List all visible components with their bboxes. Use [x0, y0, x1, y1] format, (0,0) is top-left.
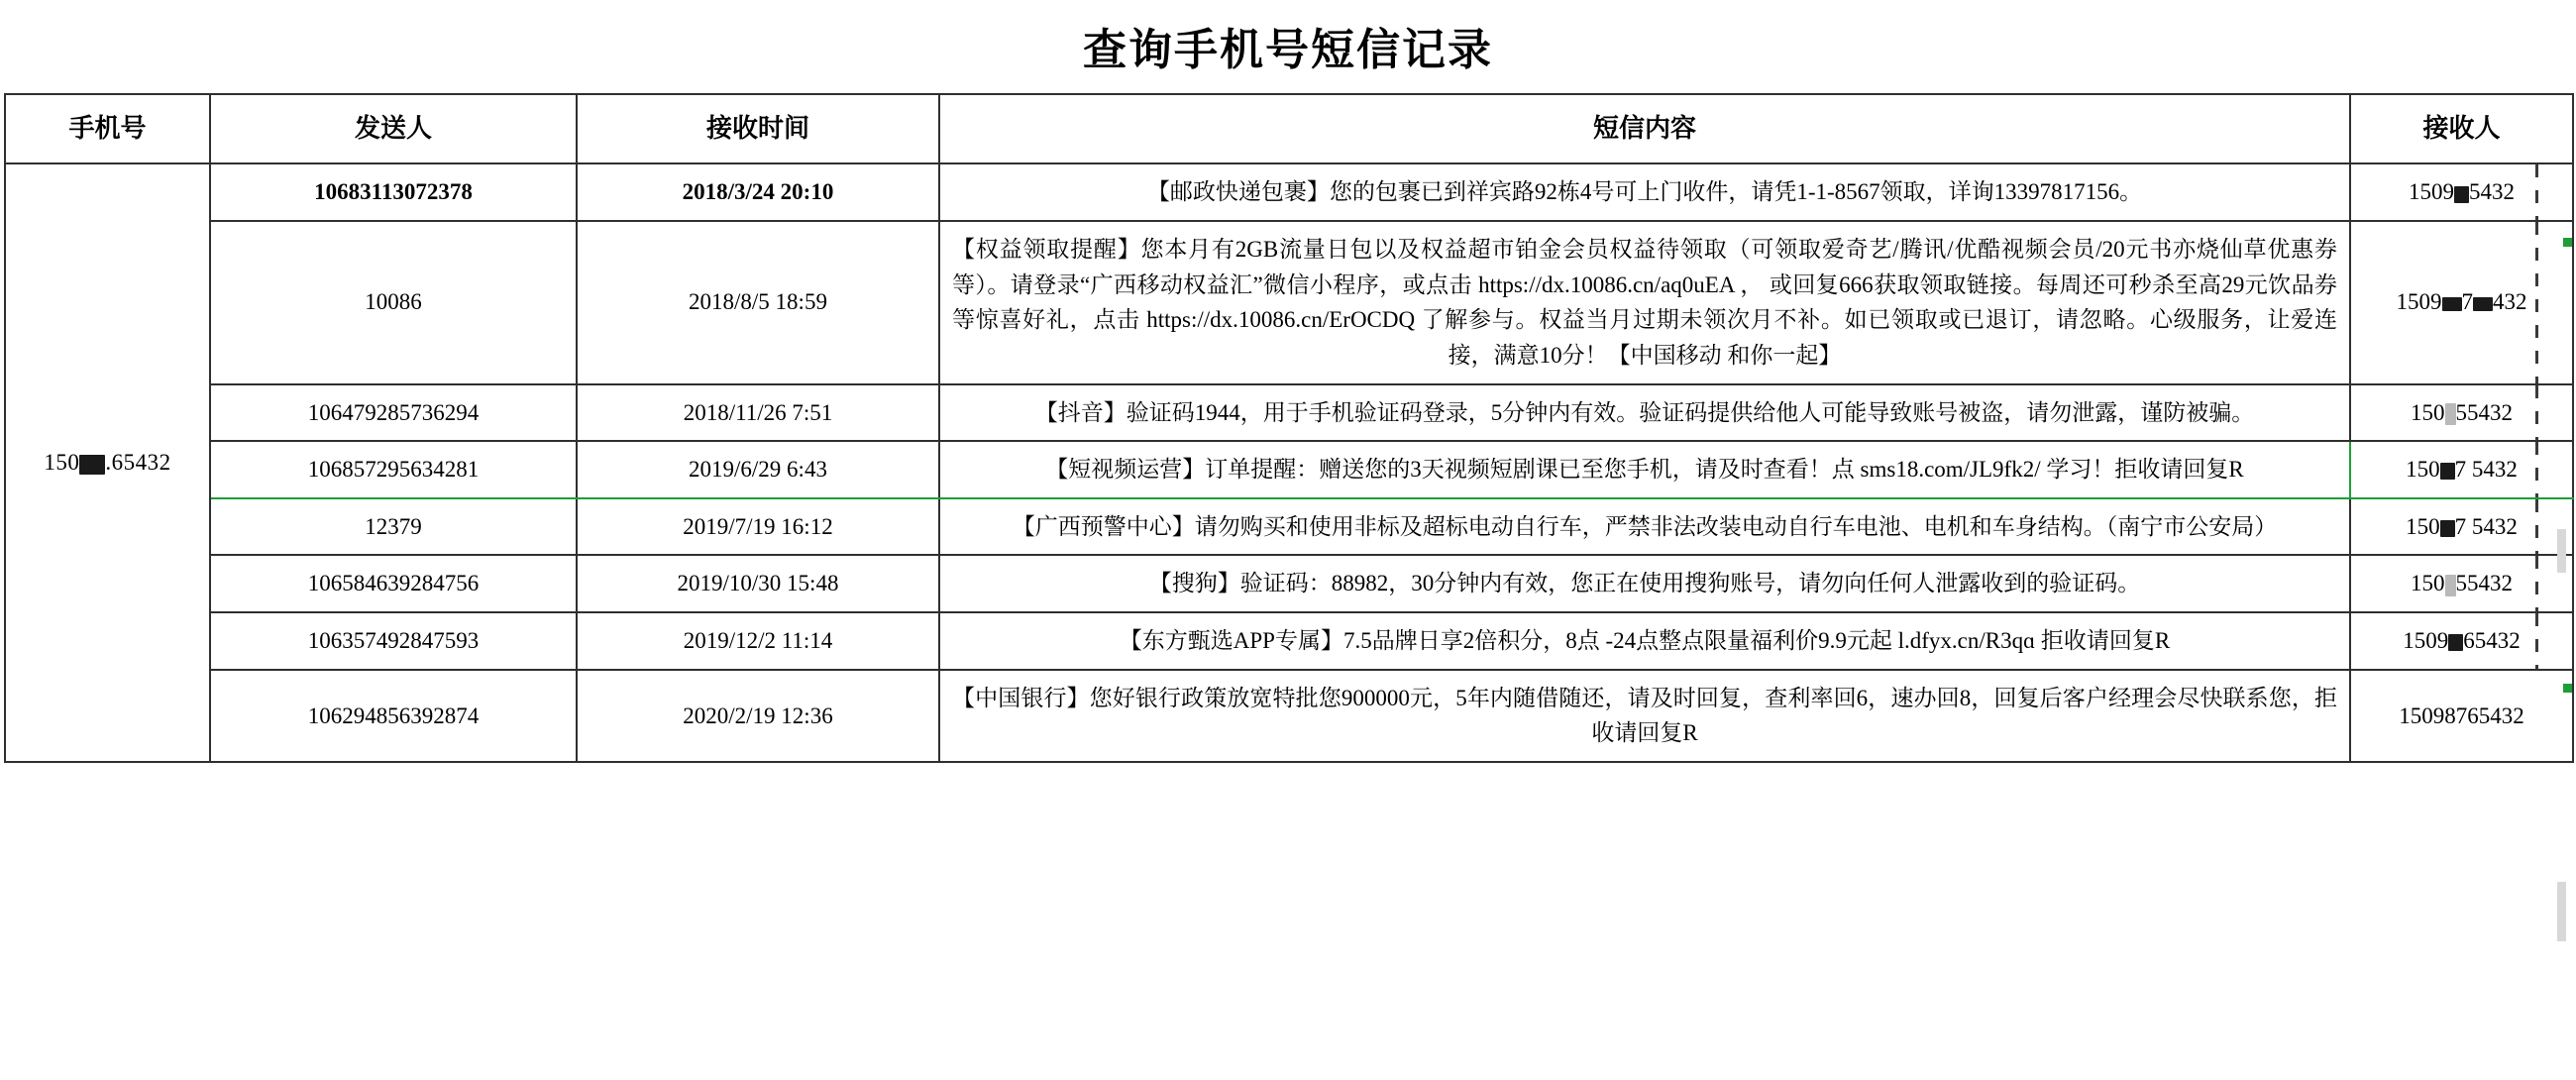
table-row[interactable] — [5, 555, 2573, 612]
redaction-block — [2440, 463, 2455, 480]
receiver-prefix: 150 — [2411, 399, 2445, 425]
time-cell: 2019/7/19 16:12 — [577, 498, 939, 556]
phone-suffix: .65432 — [105, 450, 171, 476]
column-header-receiver: 接收人 — [2350, 94, 2573, 163]
receiver-cell — [2350, 670, 2573, 762]
selection-dash-artifact — [2535, 222, 2538, 383]
content-cell: 【搜狗】验证码：88982，30分钟内有效，您正在使用搜狗账号，请勿向任何人泄露收到的验证码。 — [939, 555, 2350, 612]
receiver-prefix: 1509 — [2409, 179, 2454, 205]
sender-cell: 106584639284756 — [210, 555, 577, 612]
time-cell: 2018/8/5 18:59 — [577, 221, 939, 384]
redaction-block — [2445, 575, 2456, 596]
selection-dash-artifact — [2535, 499, 2538, 555]
sms-records-table — [4, 93, 2574, 763]
time-cell: 2020/2/19 12:36 — [577, 670, 939, 762]
receiver-prefix: 150 — [2411, 571, 2445, 596]
time-cell: 2018/3/24 20:10 — [577, 163, 939, 221]
receiver-suffix: 432 — [2493, 289, 2527, 315]
sender-cell: 10086 — [210, 221, 577, 384]
redaction-block — [2473, 297, 2493, 311]
receiver-prefix: 1509 — [2403, 628, 2449, 654]
table-row[interactable] — [5, 612, 2573, 670]
receiver-cell — [2350, 555, 2573, 612]
receiver-suffix: 5432 — [2469, 179, 2515, 205]
content-cell: 【东方甄选APP专属】7.5品牌日享2倍积分，8点 -24点整点限量福利价9.9元起 l.dfyx.cn/R3qɑ 拒收请回复R — [939, 612, 2350, 670]
receiver-cell — [2350, 441, 2573, 498]
selection-dash-artifact — [2535, 613, 2538, 669]
column-header-phone: 手机号 — [5, 94, 210, 163]
receiver-cell — [2350, 612, 2573, 670]
selection-handle-top[interactable] — [2563, 238, 2572, 247]
receiver-cell — [2350, 163, 2573, 221]
receiver-suffix: 7 5432 — [2454, 513, 2518, 539]
scroll-marker[interactable] — [2557, 882, 2566, 941]
phone-number-cell — [5, 163, 210, 762]
table-row[interactable] — [5, 498, 2573, 556]
table-header-row — [5, 94, 2573, 163]
content-cell: 【抖音】验证码1944，用于手机验证码登录，5分钟内有效。验证码提供给他人可能导致账号被盗，请勿泄露，谨防被骗。 — [939, 384, 2350, 442]
selection-dash-artifact — [2535, 442, 2538, 497]
receiver-suffix: 7 5432 — [2454, 457, 2518, 483]
table-row[interactable] — [5, 163, 2573, 221]
table-row[interactable] — [5, 221, 2573, 384]
time-cell: 2018/11/26 7:51 — [577, 384, 939, 442]
redaction-block — [2440, 520, 2455, 537]
content-cell: 【邮政快递包裹】您的包裹已到祥宾路92栋4号可上门收件，请凭1-1-8567领取，详询13397817156。 — [939, 163, 2350, 221]
sender-cell: 10683113072378 — [210, 163, 577, 221]
phone-prefix: 150 — [44, 450, 80, 476]
receiver-prefix: 1509 — [2396, 289, 2442, 315]
receiver-middle: 7 — [2461, 289, 2473, 315]
receiver-prefix: 150 — [2406, 457, 2440, 483]
sender-cell: 106357492847593 — [210, 612, 577, 670]
table-body — [5, 163, 2573, 762]
receiver-cell — [2350, 384, 2573, 442]
redaction-block — [2448, 634, 2463, 651]
scroll-marker[interactable] — [2557, 529, 2566, 573]
page-title: 查询手机号短信记录 — [1083, 26, 1493, 74]
selection-handle-bottom[interactable] — [2563, 684, 2572, 693]
receiver-suffix: 65432 — [2463, 628, 2521, 654]
redaction-block — [79, 455, 105, 475]
redaction-block — [2442, 297, 2462, 311]
content-cell: 【短视频运营】订单提醒：赠送您的3天视频短剧课已至您手机，请及时查看！点 sms18.com/JL9fk2/ 学习！拒收请回复R — [939, 441, 2350, 498]
time-cell: 2019/10/30 15:48 — [577, 555, 939, 612]
redaction-block — [2445, 403, 2456, 425]
receiver-cell — [2350, 221, 2573, 384]
column-header-content: 短信内容 — [939, 94, 2350, 163]
column-header-time: 接收时间 — [577, 94, 939, 163]
column-header-sender: 发送人 — [210, 94, 577, 163]
table-row[interactable] — [5, 384, 2573, 442]
time-cell: 2019/12/2 11:14 — [577, 612, 939, 670]
receiver-prefix: 150 — [2406, 513, 2440, 539]
sender-cell: 106857295634281 — [210, 441, 577, 498]
selection-dash-artifact — [2535, 556, 2538, 611]
sender-cell: 106294856392874 — [210, 670, 577, 762]
sender-cell: 106479285736294 — [210, 384, 577, 442]
redaction-block — [2454, 186, 2469, 203]
content-cell: 【广西预警中心】请勿购买和使用非标及超标电动自行车，严禁非法改装电动自行车电池、电机和车身结构。（南宁市公安局） — [939, 498, 2350, 556]
content-cell: 【权益领取提醒】您本月有2GB流量日包以及权益超市铂金会员权益待领取（可领取爱奇艺/腾讯/优酷视频会员/20元书亦烧仙草优惠券等）。请登录“广西移动权益汇”微信小程序，或点击 https://dx.10086.cn/aq0uEA ， 或回复666获取领取链接。每周还可秒杀至高29元饮品券等惊喜好礼，点击 https://dx.10086.cn/ErOCDQ 了解参与。权益当月过期未领次月不补。如已领取或已退订，请忽略。心级服务，让爱连接，满意10分！【中国移动 和你一起】 — [939, 221, 2350, 384]
time-cell: 2019/6/29 6:43 — [577, 441, 939, 498]
sender-cell: 12379 — [210, 498, 577, 556]
table-row-selected[interactable] — [5, 441, 2573, 498]
receiver-suffix: 55432 — [2455, 571, 2513, 596]
receiver-cell — [2350, 498, 2573, 556]
selection-dash-artifact — [2535, 385, 2538, 441]
selection-dash-artifact — [2535, 164, 2538, 220]
content-cell: 【中国银行】您好银行政策放宽特批您900000元，5年内随借随还，请及时回复，查利率回6，速办回8，回复后客户经理会尽快联系您，拒收请回复R — [939, 670, 2350, 762]
table-row[interactable] — [5, 670, 2573, 762]
receiver-value: 15098765432 — [2399, 702, 2524, 728]
receiver-suffix: 55432 — [2455, 399, 2513, 425]
